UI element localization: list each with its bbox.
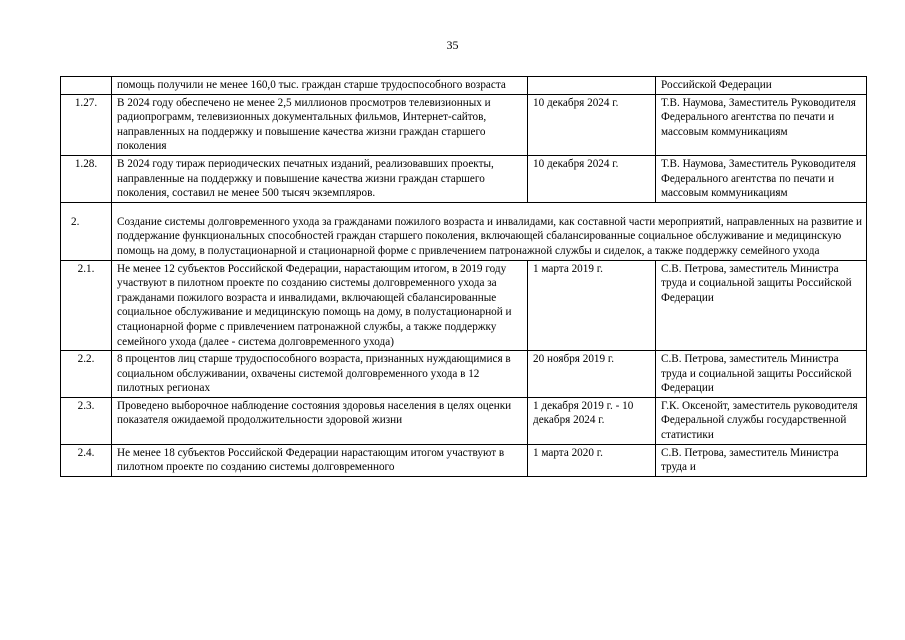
row-number <box>61 77 112 95</box>
row-text: Не менее 18 субъектов Российской Федерации нарастающим итогом участвуют в пилотном проекте по созданию системы долговременного <box>112 444 528 476</box>
row-number: 2.4. <box>61 444 112 476</box>
row-date: 10 декабря 2024 г. <box>528 155 656 202</box>
table-row <box>61 77 867 95</box>
row-responsible: С.В. Петрова, заместитель Министра труда и социальной защиты Российской Федерации <box>656 260 867 351</box>
row-date: 1 марта 2019 г. <box>528 260 656 351</box>
row-number: 2.2. <box>61 351 112 398</box>
page-number: 35 <box>446 38 459 52</box>
row-text: В 2024 году тираж периодических печатных изданий, реализовавших проекты, направленные на поддержку и повышение качества жизни граждан старшего поколения, составил не менее 500 тысяч экземпляров. <box>112 155 528 202</box>
table-row <box>61 351 867 398</box>
section-number: 2. <box>61 202 112 260</box>
table-row <box>61 94 867 155</box>
row-responsible: С.В. Петрова, заместитель Министра труда и социальной защиты Российской Федерации <box>656 351 867 398</box>
row-responsible: Г.К. Оксенойт, заместитель руководителя Федеральной службы государственной статистики <box>656 397 867 444</box>
row-responsible: Российской Федерации <box>656 77 867 95</box>
row-responsible: С.В. Петрова, заместитель Министра труда и <box>656 444 867 476</box>
row-number: 2.3. <box>61 397 112 444</box>
row-number: 1.27. <box>61 94 112 155</box>
table-row <box>61 397 867 444</box>
table-row <box>61 260 867 351</box>
row-text: Проведено выборочное наблюдение состояния здоровья населения в целях оценки показателя ожидаемой продолжительности здоровой жизни <box>112 397 528 444</box>
row-text: помощь получили не менее 160,0 тыс. граждан старше трудоспособного возраста <box>112 77 528 95</box>
row-date: 1 декабря 2019 г. - 10 декабря 2024 г. <box>528 397 656 444</box>
section-row <box>61 202 867 260</box>
table-row <box>61 444 867 476</box>
row-date <box>528 77 656 95</box>
row-date: 20 ноября 2019 г. <box>528 351 656 398</box>
section-title: Создание системы долговременного ухода за гражданами пожилого возраста и инвалидами, как составной части мероприятий, направленных на развитие и поддержание функциональных способностей граждан старшего поколения, включающей сбалансированные социальное обслуживание и медицинскую помощь на дому, в полустационарной и стационарной форме с привлечением патронажной службы и сиделок, а также поддержку семейного ухода <box>112 202 867 260</box>
measures-table <box>60 76 867 477</box>
row-date: 10 декабря 2024 г. <box>528 94 656 155</box>
row-text: В 2024 году обеспечено не менее 2,5 миллионов просмотров телевизионных и радиопрограмм, телевизионных документальных фильмов, Интернет-сайтов, направленных на поддержку и повышение качества жизни граждан старшего поколения <box>112 94 528 155</box>
row-text: 8 процентов лиц старше трудоспособного возраста, признанных нуждающимися в социальном обслуживании, охвачены системой долговременного ухода в 12 пилотных регионах <box>112 351 528 398</box>
row-date: 1 марта 2020 г. <box>528 444 656 476</box>
row-responsible: Т.В. Наумова, Заместитель Руководителя Федерального агентства по печати и массовым коммуникациям <box>656 155 867 202</box>
row-number: 1.28. <box>61 155 112 202</box>
table-row <box>61 155 867 202</box>
row-responsible: Т.В. Наумова, Заместитель Руководителя Федерального агентства по печати и массовым коммуникациям <box>656 94 867 155</box>
row-text: Не менее 12 субъектов Российской Федерации, нарастающим итогом, в 2019 году участвуют в пилотном проекте по созданию системы долговременного ухода за гражданами пожилого возраста и инвалидами, включающей сбалансированные социальное обслуживание и медицинскую помощь на дому, в полустационарной и стационарной форме с привлечением патронажной службы, а также поддержку семейного ухода (далее - система долговременного ухода) <box>112 260 528 351</box>
row-number: 2.1. <box>61 260 112 351</box>
